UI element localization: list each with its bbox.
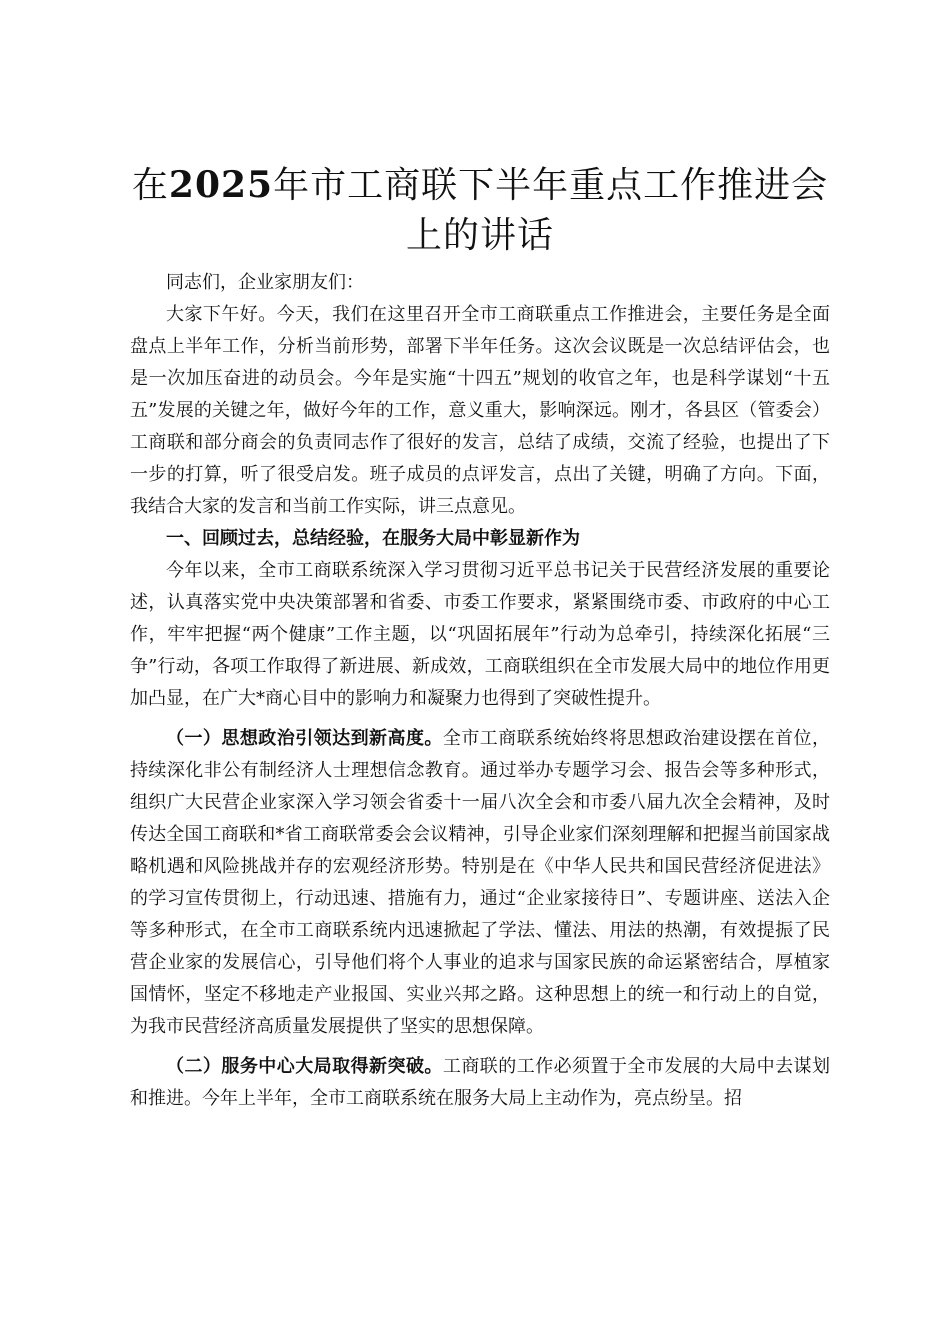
section-1-paragraph: 今年以来，全市工商联系统深入学习贯彻习近平总书记关于民营经济发展的重要论述，认真落实党中央决策部署和省委、市委工作要求，紧紧围绕市委、市政府的中心工作，牢牢把握“两个健康”工作主题，以“巩固拓展年”行动为总牵引，持续深化拓展“三争”行动，各项工作取得了新进展、新成效，工商联组织在全市发展大局中的地位作用更加凸显，在广大*商心目中的影响力和凝聚力也得到了突破性提升。 (130, 560, 830, 709)
subsection-2-lead: （二）服务中心大局取得新突破。 (166, 1056, 443, 1077)
subsection-1-body: 全市工商联系统始终将思想政治建设摆在首位，持续深化非公有制经济人士理想信念教育。通过举办专题学习会、报告会等多种形式，组织广大民营企业家深入学习领会省委十一届八次全会和市委八届九次全会精神，及时传达全国工商联和*省工商联常委会会议精神，引导企业家们深刻理解和把握当前国家战略机遇和风险挑战并存的宏观经济形势。特别是在《中华人民共和国民营经济促进法》的学习宣传贯彻上，行动迅速、措施有力，通过“企业家接待日”、专题讲座、送法入企等多种形式，在全市工商联系统内迅速掀起了学法、懂法、用法的热潮，有效提振了民营企业家的发展信心，引导他们将个人事业的追求与国家民族的命运紧密结合，厚植家国情怀，坚定不移地走产业报国、实业兴邦之路。这种思想上的统一和行动上的自觉，为我市民营经济高质量发展提供了坚实的思想保障。 (130, 728, 831, 1037)
subsection-1-paragraph (130, 723, 830, 1043)
title-prefix: 在 (131, 165, 169, 206)
subsection-1-lead: （一）思想政治引领达到新高度。 (166, 728, 443, 749)
section-1-heading: 一、回顾过去，总结经验，在服务大局中彰显新作为 (166, 528, 580, 549)
title-year: 2025 (168, 164, 274, 206)
intro-paragraph: 大家下午好。今天，我们在这里召开全市工商联重点工作推进会，主要任务是全面盘点上半年工作，分析当前形势，部署下半年任务。这次会议既是一次总结评估会，也是一次加压奋进的动员会。今年是实施“十四五”规划的收官之年，也是科学谋划“十五五”发展的关键之年，做好今年的工作，意义重大，影响深远。刚才，各县区（管委会）工商联和部分商会的负责同志作了很好的发言，总结了成绩，交流了经验，也提出了下一步的打算，听了很受启发。班子成员的点评发言，点出了关键，明确了方向。下面，我结合大家的发言和当前工作实际，讲三点意见。 (130, 304, 830, 517)
title-suffix: 年市工商联下半年重点工作推进会上的讲话 (273, 165, 829, 256)
subsection-2-body: 工商联的工作必须置于全市发展的大局中去谋划和推进。今年上半年，全市工商联系统在服务大局上主动作为，亮点纷呈。招 (130, 1056, 831, 1109)
subsection-2-paragraph (130, 1051, 830, 1115)
salutation: 同志们，企业家朋友们： (166, 272, 364, 293)
document-title (130, 160, 830, 261)
document-page (130, 160, 830, 1115)
